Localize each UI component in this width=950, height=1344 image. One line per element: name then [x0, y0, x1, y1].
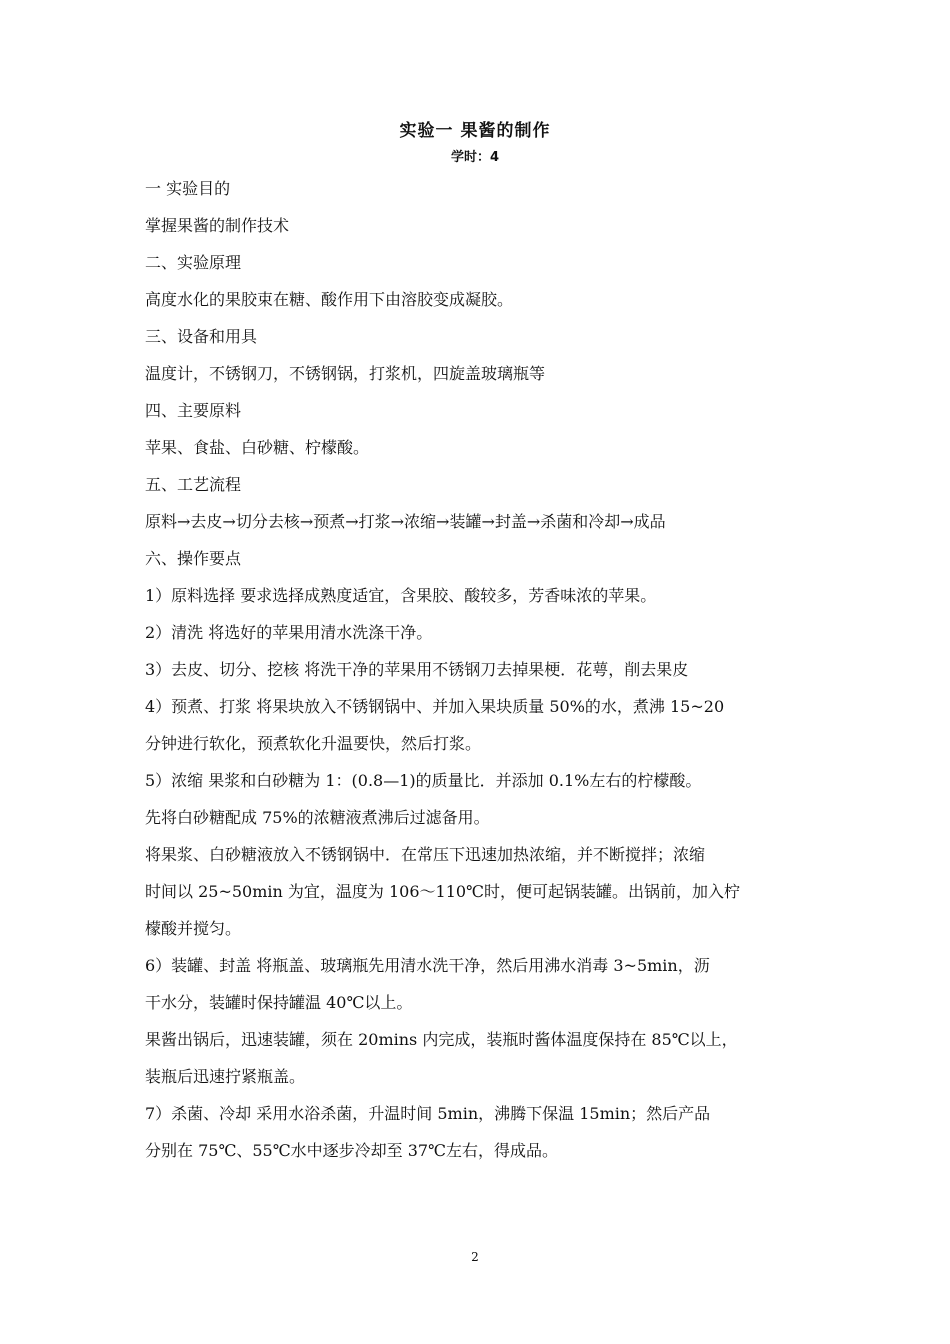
document-body: [145, 170, 810, 1169]
body-text: 1）原料选择 要求选择成熟度适宜，含果胶、酸较多，芳香味浓的苹果。: [145, 586, 657, 605]
section-heading-principle: 二、实验原理: [145, 253, 242, 272]
body-text: 分钟进行软化，预煮软化升温要快，然后打浆。: [145, 734, 482, 753]
body-text: 干水分，装罐时保持罐温 40℃以上。: [145, 993, 413, 1012]
section-heading-equipment: 三、设备和用具: [145, 327, 258, 346]
section-heading-purpose: 一 实验目的: [145, 179, 231, 198]
body-text: 掌握果酱的制作技术: [145, 216, 290, 235]
page-title: 实验一 果酱的制作: [399, 121, 551, 141]
body-text: 温度计，不锈钢刀，不锈钢锅，打浆机，四旋盖玻璃瓶等: [145, 364, 546, 383]
body-text: 苹果、食盐、白砂糖、柠檬酸。: [145, 438, 370, 457]
body-text: 果酱出锅后，迅速装罐，须在 20mins 内完成，装瓶时酱体温度保持在 85℃以上，: [145, 1030, 738, 1049]
body-text: 装瓶后迅速拧紧瓶盖。: [145, 1067, 306, 1086]
body-text: 先将白砂糖配成 75%的浓糖液煮沸后过滤备用。: [145, 808, 490, 827]
section-heading-operation: 六、操作要点: [145, 549, 242, 568]
body-text: 4）预煮、打浆 将果块放入不锈钢锅中、并加入果块质量 50%的水，煮沸 15~20: [145, 697, 725, 716]
body-text: 时间以 25~50min 为宜，温度为 106～110℃时，便可起锅装罐。出锅前，加入柠: [145, 882, 740, 901]
page-number: 2: [471, 1250, 479, 1264]
page-subtitle: 学时：4: [450, 150, 500, 165]
body-text: 5）浓缩 果浆和白砂糖为 1：(0.8—1)的质量比．并添加 0.1%左右的柠檬酸。: [145, 771, 702, 790]
body-text: 6）装罐、封盖 将瓶盖、玻璃瓶先用清水洗干净，然后用沸水消毒 3~5min，沥: [145, 956, 710, 975]
body-text: 檬酸并搅匀。: [145, 919, 242, 938]
body-text: 7）杀菌、冷却 采用水浴杀菌，升温时间 5min，沸腾下保温 15min；然后产品: [145, 1104, 711, 1123]
body-text: 2）清洗 将选好的苹果用清水洗涤干净。: [145, 623, 433, 642]
body-text: 高度水化的果胶束在糖、酸作用下由溶胶变成凝胶。: [145, 290, 514, 309]
body-text: 原料→去皮→切分去核→预煮→打浆→浓缩→装罐→封盖→杀菌和冷却→成品: [145, 512, 666, 531]
body-text: 分别在 75℃、55℃水中逐步冷却至 37℃左右，得成品。: [145, 1141, 558, 1160]
section-heading-materials: 四、主要原料: [145, 401, 242, 420]
section-heading-process: 五、工艺流程: [145, 475, 242, 494]
body-text: 将果浆、白砂糖液放入不锈钢锅中．在常压下迅速加热浓缩，并不断搅拌；浓缩: [145, 845, 706, 864]
body-text: 3）去皮、切分、挖核 将洗干净的苹果用不锈钢刀去掉果梗．花萼，削去果皮: [145, 660, 689, 679]
